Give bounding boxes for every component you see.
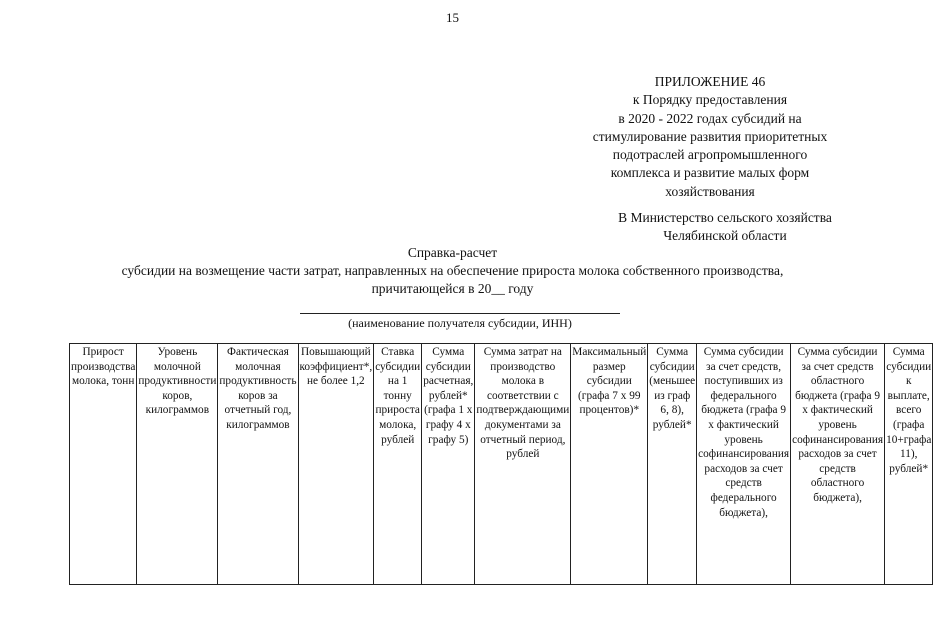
column-header: Максимальный размер субсидии (графа 7 х 99 процентов)* (571, 344, 648, 585)
appendix-line: к Порядку предоставления (632, 92, 788, 108)
appendix-header (540, 73, 880, 201)
column-header: Ставка субсидии на 1 тонну прироста молока, рублей (374, 344, 422, 585)
title-line-3: причитающейся в 20__ году (371, 281, 534, 296)
appendix-line: ПРИЛОЖЕНИЕ 46 (654, 74, 766, 89)
page-number: 15 (446, 10, 459, 25)
column-header: Сумма субсидии (меньшее из граф 6, 8), рублей* (648, 344, 697, 585)
column-header: Прирост производства молока, тонн (70, 344, 137, 585)
appendix-line: подотраслей агропромышленного (612, 147, 808, 163)
column-header: Сумма затрат на производство молока в соответствии с подтверждающими документами за отчетный период, рублей (475, 344, 571, 585)
recipient-caption: (наименование получателя субсидии, ИНН) (348, 316, 572, 330)
column-header: Сумма субсидии расчетная, рублей* (графа 1 х графу 4 х графу 5) (422, 344, 475, 585)
recipient-name-line (300, 313, 620, 314)
document-title (0, 244, 905, 298)
addressee-line: В Министерство сельского хозяйства (618, 210, 832, 225)
column-header: Сумма субсидии за счет средств, поступивших из федерального бюджета (графа 9 х фактический уровень софинансирования расходов за счет средств федерального бюджета), (697, 344, 791, 585)
column-header: Сумма субсидии к выплате, всего (графа 10+графа 11), рублей* (885, 344, 933, 585)
appendix-line: стимулирование развития приоритетных (592, 128, 828, 144)
column-header: Сумма субсидии за счет средств областного бюджета (графа 9 х фактический уровень софинансирования расходов за счет средств областного бюджета), (791, 344, 885, 585)
table-header-row (70, 344, 933, 585)
calculation-table (69, 343, 933, 585)
addressee-line: Челябинской области (663, 228, 787, 243)
column-header: Фактическая молочная продуктивность коров за отчетный год, килограммов (218, 344, 298, 585)
appendix-line: в 2020 - 2022 годах субсидий на (618, 110, 802, 126)
column-header: Повышающий коэффициент*, не более 1,2 (298, 344, 374, 585)
title-line-2: субсидии на возмещение части затрат, направленных на обеспечение прироста молока собственного производства, (121, 263, 784, 278)
appendix-line: хозяйствования (665, 183, 755, 199)
addressee-block (540, 209, 910, 245)
appendix-line: комплекса и развитие малых форм (610, 165, 810, 181)
column-header: Уровень молочной продуктивности коров, килограммов (137, 344, 218, 585)
title-line-1: Справка-расчет (407, 245, 498, 260)
